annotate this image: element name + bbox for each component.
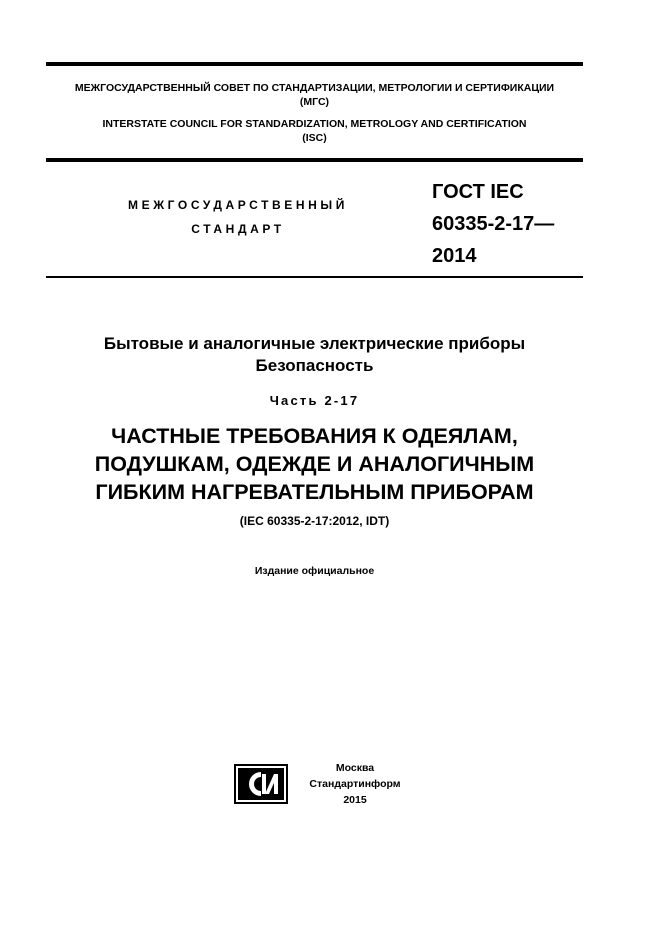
- special-title-line1: ЧАСТНЫЕ ТРЕБОВАНИЯ К ОДЕЯЛАМ,: [111, 424, 518, 448]
- standard-type-label: [60, 193, 416, 241]
- iec-reference: (IEC 60335-2-17:2012, IDT): [239, 514, 390, 528]
- publisher-city: Москва: [335, 762, 375, 774]
- document-title: [46, 333, 583, 377]
- document-title-line1: Бытовые и аналогичные электрические приборы: [103, 334, 526, 353]
- gost-designation-line1: ГОСТ IEC: [432, 181, 524, 203]
- council-abbr-ru: (МГС): [299, 96, 330, 108]
- publication-year: 2015: [343, 794, 367, 806]
- council-bottom-rule: [46, 158, 583, 162]
- standartinform-logo-icon: [234, 764, 288, 804]
- special-requirements-title: [46, 422, 583, 506]
- gost-designation-line3: 2014: [432, 245, 477, 267]
- standard-type-line1: МЕЖГОСУДАРСТВЕННЫЙ: [128, 198, 348, 212]
- gost-designation-line2: 60335-2-17—: [432, 213, 555, 235]
- council-header: [46, 81, 583, 145]
- document-title-line2: Безопасность: [255, 356, 374, 375]
- publisher-name: Стандартинформ: [309, 778, 401, 790]
- special-title-line3: ГИБКИМ НАГРЕВАТЕЛЬНЫМ ПРИБОРАМ: [95, 480, 534, 504]
- publisher-block: [300, 760, 410, 808]
- top-rule: [46, 62, 583, 66]
- council-name-en: INTERSTATE COUNCIL FOR STANDARDIZATION, METROLOGY AND CERTIFICATION: [102, 118, 527, 130]
- edition-label: Издание официальное: [254, 565, 375, 577]
- part-number: Часть 2-17: [269, 393, 360, 408]
- special-title-line2: ПОДУШКАМ, ОДЕЖДЕ И АНАЛОГИЧНЫМ: [94, 452, 535, 476]
- council-abbr-en: (ISC): [302, 132, 327, 144]
- gost-designation: [432, 176, 592, 272]
- header-bottom-rule: [46, 276, 583, 278]
- council-name-ru: МЕЖГОСУДАРСТВЕННЫЙ СОВЕТ ПО СТАНДАРТИЗАЦИИ, МЕТРОЛОГИИ И СЕРТИФИКАЦИИ: [74, 82, 555, 94]
- standard-type-line2: СТАНДАРТ: [191, 222, 285, 236]
